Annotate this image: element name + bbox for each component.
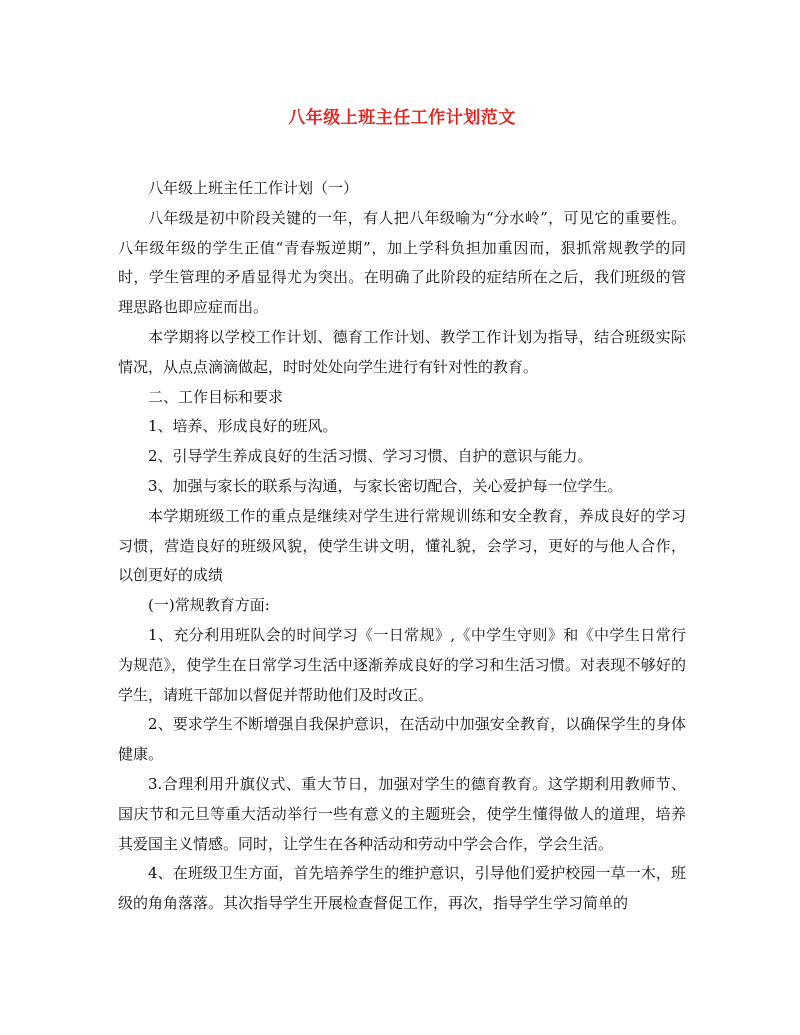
list-item: 1、充分利用班队会的时间学习《一日常规》,《中学生守则》和《中学生日常行为规范》，使学生在日常学习生活中逐渐养成良好的学习和生活习惯。对表现不够好的学生，请班干部加以督促并帮助他们及时改正。 <box>118 625 686 704</box>
list-item: 3、加强与家长的联系与沟通，与家长密切配合，关心爱护每一位学生。 <box>148 476 623 495</box>
list-item: 2、引导学生养成良好的生活习惯、学习习惯、自护的意识与能力。 <box>148 447 593 466</box>
list-item: 2、要求学生不断增强自我保护意识，在活动中加强安全教育，以确保学生的身体健康。 <box>118 715 686 764</box>
paragraph: 八年级是初中阶段关键的一年，有人把八年级喻为“分水岭”，可见它的重要性。八年级年级的学生正值“青春叛逆期”，加上学科负担加重因而，狠抓常规教学的同时，学生管理的矛盾显得尤为突出。在明确了此阶段的症结所在之后，我们班级的管理思路也即应症而出。 <box>118 208 686 317</box>
section-heading: 二、工作目标和要求 <box>148 387 284 406</box>
section-heading: 八年级上班主任工作计划（一） <box>148 179 359 197</box>
list-item: 3.合理利用升旗仪式、重大节日，加强对学生的德育教育。这学期利用教师节、国庆节和元旦等重大活动举行一些有意义的主题班会，使学生懂得做人的道理，培养其爱国主义情感。同时，让学生在各种活动和劳动中学会合作，学会生活。 <box>118 774 686 853</box>
paragraph: 本学期将以学校工作计划、德育工作计划、教学工作计划为指导，结合班级实际情况，从点点滴滴做起，时时处处向学生进行有针对性的教育。 <box>118 327 686 376</box>
list-item: 1、培养、形成良好的班风。 <box>148 417 338 436</box>
subsection-heading: (一)常规教育方面: <box>148 596 270 615</box>
list-item: 4、在班级卫生方面，首先培养学生的维护意识，引导他们爱护校园一草一木，班级的角角落落。其次指导学生开展检查督促工作，再次，指导学生学习简单的 <box>118 864 686 913</box>
document-title: 八年级上班主任工作计划范文 <box>288 108 516 128</box>
paragraph: 本学期班级工作的重点是继续对学生进行常规训练和安全教育，养成良好的学习习惯，营造良好的班级风貌，使学生讲文明，懂礼貌，会学习，更好的与他人合作，以创更好的成绩 <box>118 506 686 585</box>
document-body <box>118 174 686 919</box>
